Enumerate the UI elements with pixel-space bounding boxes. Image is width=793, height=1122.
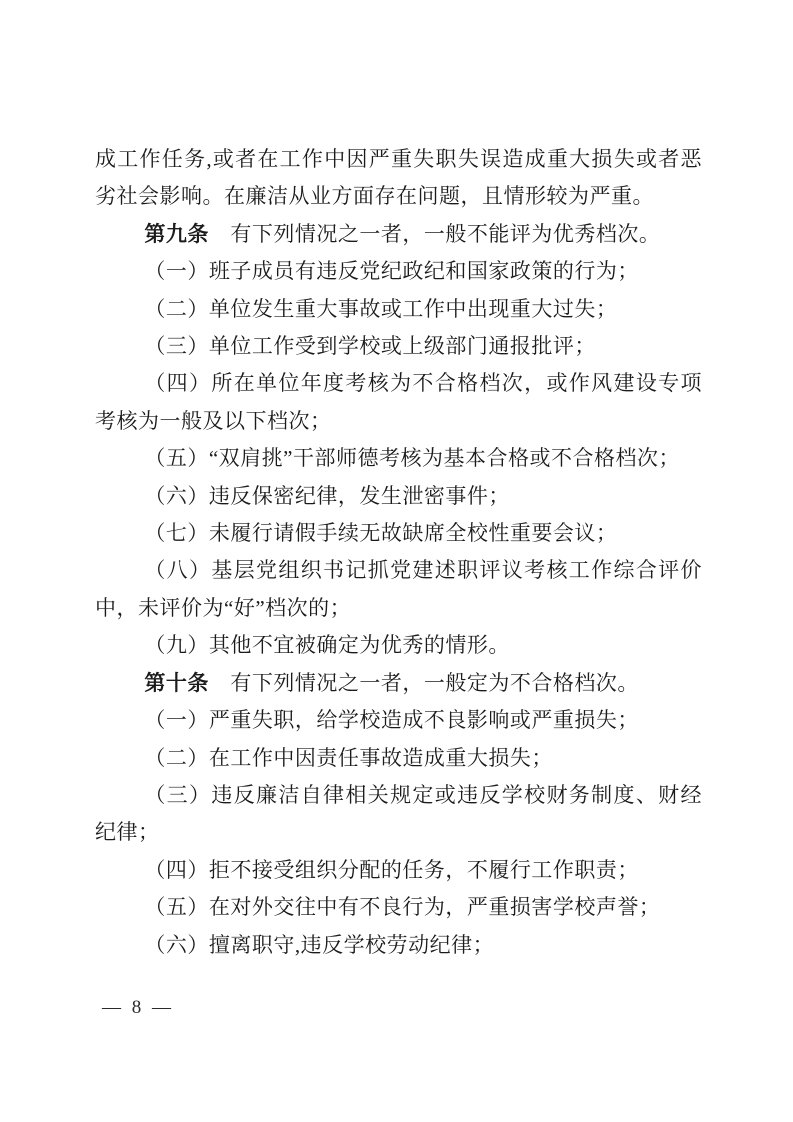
- article-heading-paragraph: 第十条 有下列情况之一者，一般定为不合格档次。: [144, 670, 639, 695]
- paragraph: （八）基层党组织书记抓党建述职评议考核工作综合评价中，未评价为“好”档次的；: [95, 558, 702, 620]
- paragraph: （三）单位工作受到学校或上级部门通报批评；: [144, 334, 596, 359]
- document-body: [95, 141, 702, 964]
- paragraph: 成工作任务,或者在工作中因严重失职失误造成重大损失或者恶劣社会影响。在廉洁从业方面存在问题，且情形较为严重。: [95, 147, 702, 209]
- paragraph: （六）违反保密纪律，发生泄密事件；: [144, 483, 510, 508]
- paragraph: （三）违反廉洁自律相关规定或违反学校财务制度、财经纪律；: [95, 782, 702, 845]
- paragraph: （五）“双肩挑”干部师德考核为基本合格或不合格档次；: [144, 446, 680, 471]
- paragraph: （五）在对外交往中有不良行为，严重损害学校声誉；: [144, 895, 661, 920]
- paragraph: （二）单位发生重大事故或工作中出现重大过失；: [144, 296, 618, 321]
- paragraph: （二）在工作中因责任事故造成重大损失；: [144, 745, 553, 770]
- paragraph: （七）未履行请假手续无故缺席全校性重要会议；: [144, 521, 618, 546]
- article-heading-paragraph: 第九条 有下列情况之一者，一般不能评为优秀档次。: [144, 221, 661, 246]
- paragraph: （四）所在单位年度考核为不合格档次，或作风建设专项考核为一般及以下档次；: [95, 371, 702, 433]
- paragraph: （六）擅离职守,违反学校劳动纪律；: [144, 932, 495, 957]
- paragraph: （一）班子成员有违反党纪政纪和国家政策的行为；: [144, 259, 639, 284]
- paragraph: （九）其他不宜被确定为优秀的情形。: [144, 633, 510, 658]
- paragraph: （四）拒不接受组织分配的任务，不履行工作职责；: [144, 857, 639, 882]
- page-footer: [102, 997, 174, 1019]
- paragraph: （一）严重失职，给学校造成不良影响或严重损失；: [144, 708, 639, 733]
- article-number: 第十条: [144, 671, 209, 695]
- article-number: 第九条: [144, 222, 209, 246]
- page-number: — 8 —: [102, 997, 174, 1018]
